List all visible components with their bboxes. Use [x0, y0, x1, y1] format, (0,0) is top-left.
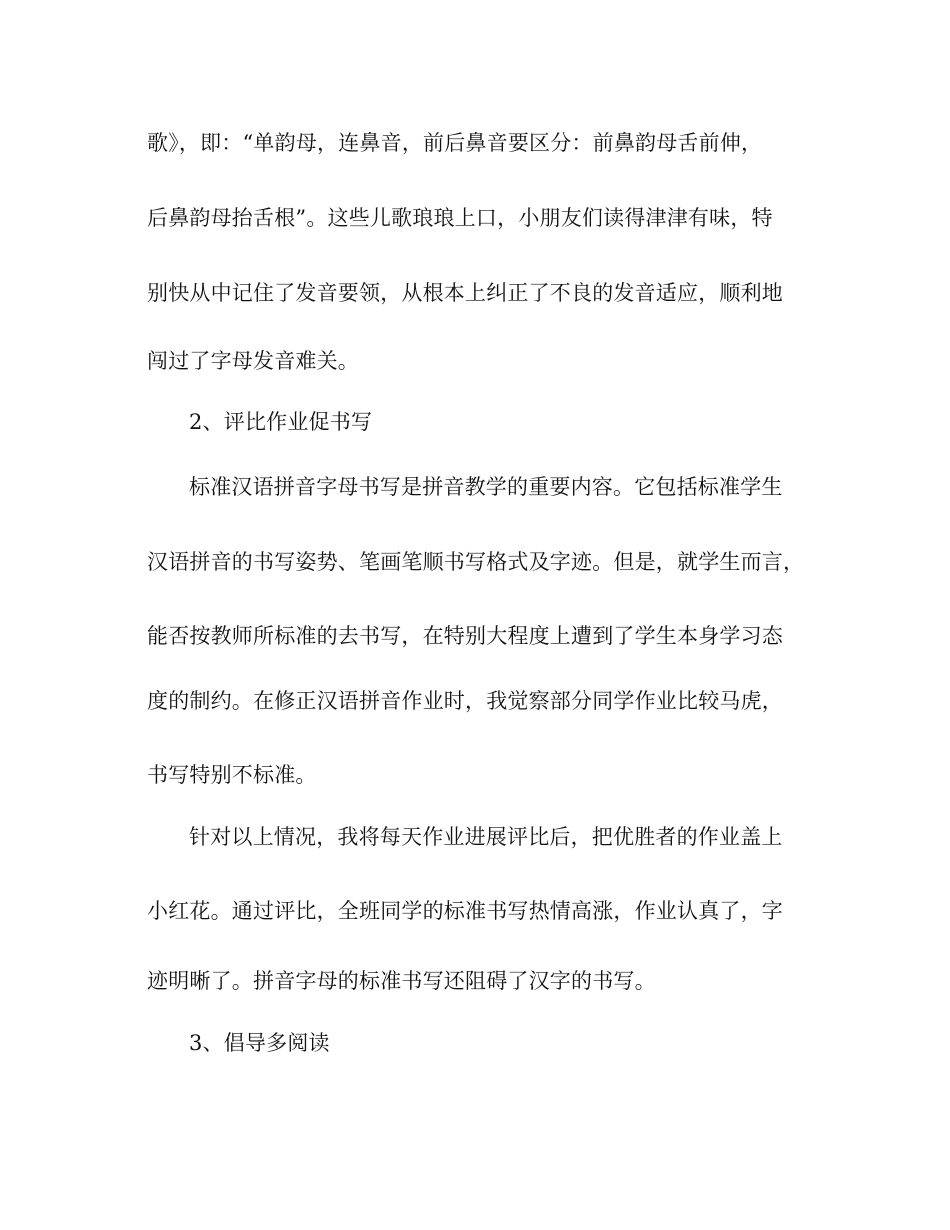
text-line: 闯过了字母发音难关。: [147, 349, 359, 373]
text-line: 歌》，即：“单韵母，连鼻音，前后鼻音要区分：前鼻韵母舌前伸，: [147, 131, 763, 155]
text-line: 标准汉语拼音字母书写是拼音教学的重要内容。它包括标准学生: [189, 475, 783, 499]
text-line: 后鼻韵母抬舌根”。这些儿歌琅琅上口，小朋友们读得津津有味，特: [147, 206, 773, 230]
text-line: 别快从中记住了发音要领，从根本上纠正了不良的发音适应，顺利地: [147, 281, 783, 305]
text-line: 汉语拼音的书写姿势、笔画笔顺书写格式及字迹。但是，就学生而言，: [147, 550, 805, 574]
section-heading: 3、倡导多阅读: [189, 1031, 330, 1055]
text-line: 针对以上情况，我将每天作业进展评比后，把优胜者的作业盖上: [189, 825, 783, 849]
text-line: 迹明晰了。拼音字母的标准书写还阻碍了汉字的书写。: [147, 969, 656, 993]
text-line: 小红花。通过评比，全班同学的标准书写热情高涨，作业认真了，字: [147, 899, 783, 923]
text-line: 书写特别不标准。: [147, 763, 317, 787]
text-line: 度的制约。在修正汉语拼音作业时，我觉察部分同学作业比较马虎，: [147, 689, 783, 713]
section-heading: 2、评比作业促书写: [189, 410, 373, 434]
text-line: 能否按教师所标准的去书写，在特别大程度上遭到了学生本身学习态: [147, 624, 783, 648]
